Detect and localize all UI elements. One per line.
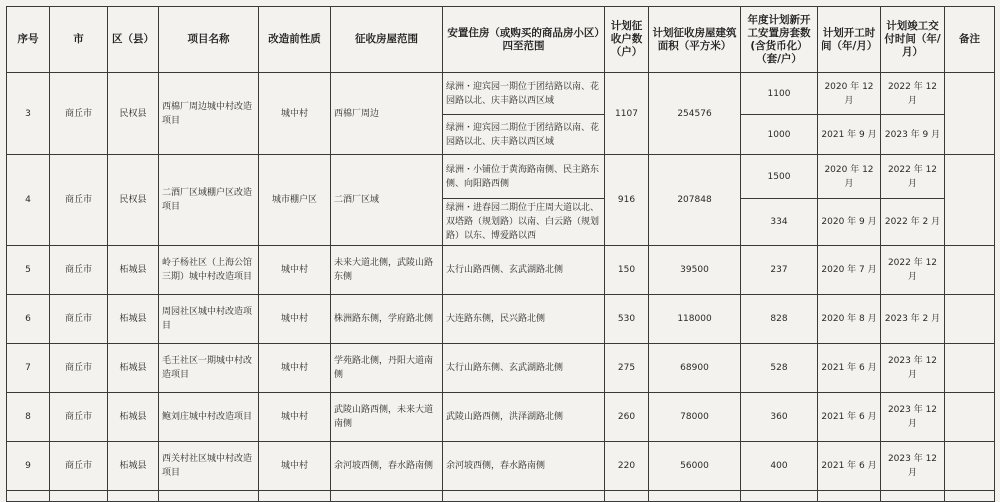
cell-note bbox=[945, 442, 995, 491]
cell-resettle: 太行山路东侧、玄武湖路北侧 bbox=[443, 344, 605, 393]
cell-nature: 城中村 bbox=[259, 246, 331, 295]
cell-households: 275 bbox=[605, 344, 649, 393]
cell-area: 118000 bbox=[649, 295, 741, 344]
cell-scope: 未来大道北侧，武陵山路东侧 bbox=[331, 246, 443, 295]
cell-city: 商丘市 bbox=[50, 344, 108, 393]
cell-resettle: 绿洲・进春园二期位于庄周大道以北、双塔路（规划路）以南、白云路（规划路）以东、博爱路以西 bbox=[443, 199, 605, 246]
cell-district: 民权县 bbox=[108, 73, 159, 155]
cell-newunits: 334 bbox=[741, 199, 818, 246]
cell-start: 2021 年 6 月 bbox=[818, 344, 881, 393]
cell-scope: 余河坡西侧，春水路南侧 bbox=[331, 442, 443, 491]
cell-newunits: 1500 bbox=[741, 155, 818, 199]
cell-seq: 3 bbox=[7, 73, 50, 155]
cell-district: 柘城县 bbox=[108, 442, 159, 491]
cell-area: 207848 bbox=[649, 155, 741, 246]
cell-district: 柘城县 bbox=[108, 344, 159, 393]
cell-scope: 西棉厂周边 bbox=[331, 73, 443, 155]
cell-nature: 城中村 bbox=[259, 442, 331, 491]
cell-newunits: 400 bbox=[741, 442, 818, 491]
cell-area: 78000 bbox=[649, 393, 741, 442]
cell-nature: 城市棚户区 bbox=[259, 155, 331, 246]
project-table bbox=[6, 6, 995, 502]
cell-scope: 株洲路东侧，学府路北侧 bbox=[331, 295, 443, 344]
cell-project: 鲍刘庄城中村改造项目 bbox=[159, 393, 259, 442]
cell-nature: 城中村 bbox=[259, 295, 331, 344]
cell-note bbox=[945, 295, 995, 344]
cell-note bbox=[945, 246, 995, 295]
table-row-partial bbox=[7, 491, 995, 502]
cell-note bbox=[945, 393, 995, 442]
col-header-city: 市 bbox=[50, 7, 108, 73]
cell-project: 岭子杨社区（上海公馆三期）城中村改造项目 bbox=[159, 246, 259, 295]
cell-newunits: 528 bbox=[741, 344, 818, 393]
cell-scope: 武陵山路西侧，未来大道南侧 bbox=[331, 393, 443, 442]
cell-finish: 2023 年 2 月 bbox=[881, 295, 945, 344]
col-header-nature: 改造前性质 bbox=[259, 7, 331, 73]
table-row bbox=[7, 246, 995, 295]
cell-area: 39500 bbox=[649, 246, 741, 295]
cell-nature: 城中村 bbox=[259, 73, 331, 155]
cell-finish: 2023 年 12 月 bbox=[881, 442, 945, 491]
cell-scope: 二酒厂区域 bbox=[331, 155, 443, 246]
cell-start: 2020 年 9 月 bbox=[818, 199, 881, 246]
cell-city: 商丘市 bbox=[50, 73, 108, 155]
cell-newunits: 828 bbox=[741, 295, 818, 344]
header-row bbox=[7, 7, 995, 73]
cell-note bbox=[945, 344, 995, 393]
table-row bbox=[7, 344, 995, 393]
col-header-note: 备注 bbox=[945, 7, 995, 73]
cell-area: 56000 bbox=[649, 442, 741, 491]
col-header-district: 区（县） bbox=[108, 7, 159, 73]
col-header-households: 计划征收户数（户） bbox=[605, 7, 649, 73]
cell-resettle: 大连路东侧，民兴路北侧 bbox=[443, 295, 605, 344]
col-header-area: 计划征收房屋建筑面积（平方米） bbox=[649, 7, 741, 73]
cell-start: 2020 年 12 月 bbox=[818, 155, 881, 199]
cell-project: 西关村社区城中村改造项目 bbox=[159, 442, 259, 491]
cell-seq: 9 bbox=[7, 442, 50, 491]
cell-seq: 5 bbox=[7, 246, 50, 295]
cell-nature: 城中村 bbox=[259, 344, 331, 393]
col-header-project: 项目名称 bbox=[159, 7, 259, 73]
cell-city: 商丘市 bbox=[50, 295, 108, 344]
cell-area: 68900 bbox=[649, 344, 741, 393]
cell-start: 2021 年 6 月 bbox=[818, 442, 881, 491]
cell-scope: 学苑路北侧，丹阳大道南侧 bbox=[331, 344, 443, 393]
cell-nature: 城中村 bbox=[259, 393, 331, 442]
table-row bbox=[7, 295, 995, 344]
cell-resettle: 余河坡西侧，春水路南侧 bbox=[443, 442, 605, 491]
cell-newunits: 237 bbox=[741, 246, 818, 295]
cell-seq: 6 bbox=[7, 295, 50, 344]
cell-finish: 2023 年 12 月 bbox=[881, 344, 945, 393]
cell-finish: 2022 年 12 月 bbox=[881, 246, 945, 295]
cell-city: 商丘市 bbox=[50, 393, 108, 442]
cell-start: 2021 年 6 月 bbox=[818, 393, 881, 442]
cell-resettle: 绿洲・迎宾园二期位于团结路以南、花园路以北、庆丰路以西区域 bbox=[443, 115, 605, 155]
cell-start: 2020 年 8 月 bbox=[818, 295, 881, 344]
cell-district: 柘城县 bbox=[108, 246, 159, 295]
cell-project: 周园社区城中村改造项目 bbox=[159, 295, 259, 344]
col-header-start: 计划开工时间（年/月） bbox=[818, 7, 881, 73]
cell-note bbox=[945, 73, 995, 155]
col-header-finish: 计划竣工交付时间（年/月） bbox=[881, 7, 945, 73]
cell-seq: 7 bbox=[7, 344, 50, 393]
col-header-newunits: 年度计划新开工安置房套数(含货币化）（套/户） bbox=[741, 7, 818, 73]
cell-newunits: 1000 bbox=[741, 115, 818, 155]
table-row bbox=[7, 393, 995, 442]
cell-district: 民权县 bbox=[108, 155, 159, 246]
cell-finish: 2022 年 12 月 bbox=[881, 73, 945, 115]
table-row bbox=[7, 442, 995, 491]
cell-resettle: 武陵山路西侧，洪泽湖路北侧 bbox=[443, 393, 605, 442]
col-header-scope: 征收房屋范围 bbox=[331, 7, 443, 73]
cell-resettle: 绿洲・迎宾园一期位于团结路以南、花园路以北、庆丰路以西区域 bbox=[443, 73, 605, 115]
cell-project: 二酒厂区域棚户区改造项目 bbox=[159, 155, 259, 246]
cell-resettle: 绿洲・小铺位于黄海路南侧、民主路东侧、向阳路西侧 bbox=[443, 155, 605, 199]
cell-households: 530 bbox=[605, 295, 649, 344]
cell-district: 柘城县 bbox=[108, 295, 159, 344]
cell-start: 2021 年 9 月 bbox=[818, 115, 881, 155]
cell-households: 260 bbox=[605, 393, 649, 442]
cell-note bbox=[945, 155, 995, 246]
table-row bbox=[7, 155, 995, 199]
cell-city: 商丘市 bbox=[50, 155, 108, 246]
cell-project: 西棉厂周边城中村改造项目 bbox=[159, 73, 259, 155]
cell-resettle: 太行山路西侧、玄武湖路北侧 bbox=[443, 246, 605, 295]
cell-finish: 2023 年 9 月 bbox=[881, 115, 945, 155]
cell-newunits: 1100 bbox=[741, 73, 818, 115]
cell-project: 毛王社区一期城中村改造项目 bbox=[159, 344, 259, 393]
col-header-seq: 序号 bbox=[7, 7, 50, 73]
cell-finish: 2023 年 12 月 bbox=[881, 393, 945, 442]
cell-households: 916 bbox=[605, 155, 649, 246]
cell-start: 2020 年 7 月 bbox=[818, 246, 881, 295]
cell-newunits: 360 bbox=[741, 393, 818, 442]
cell-start: 2020 年 12 月 bbox=[818, 73, 881, 115]
cell-city: 商丘市 bbox=[50, 442, 108, 491]
cell-finish: 2022 年 2 月 bbox=[881, 199, 945, 246]
cell-finish: 2022 年 12 月 bbox=[881, 155, 945, 199]
cell-seq: 4 bbox=[7, 155, 50, 246]
cell-city: 商丘市 bbox=[50, 246, 108, 295]
cell-households: 150 bbox=[605, 246, 649, 295]
cell-households: 220 bbox=[605, 442, 649, 491]
table-row bbox=[7, 73, 995, 115]
cell-households: 1107 bbox=[605, 73, 649, 155]
cell-district: 柘城县 bbox=[108, 393, 159, 442]
cell-area: 254576 bbox=[649, 73, 741, 155]
cell-seq: 8 bbox=[7, 393, 50, 442]
col-header-resettle: 安置住房（或购买的商品房小区）四至范围 bbox=[443, 7, 605, 73]
